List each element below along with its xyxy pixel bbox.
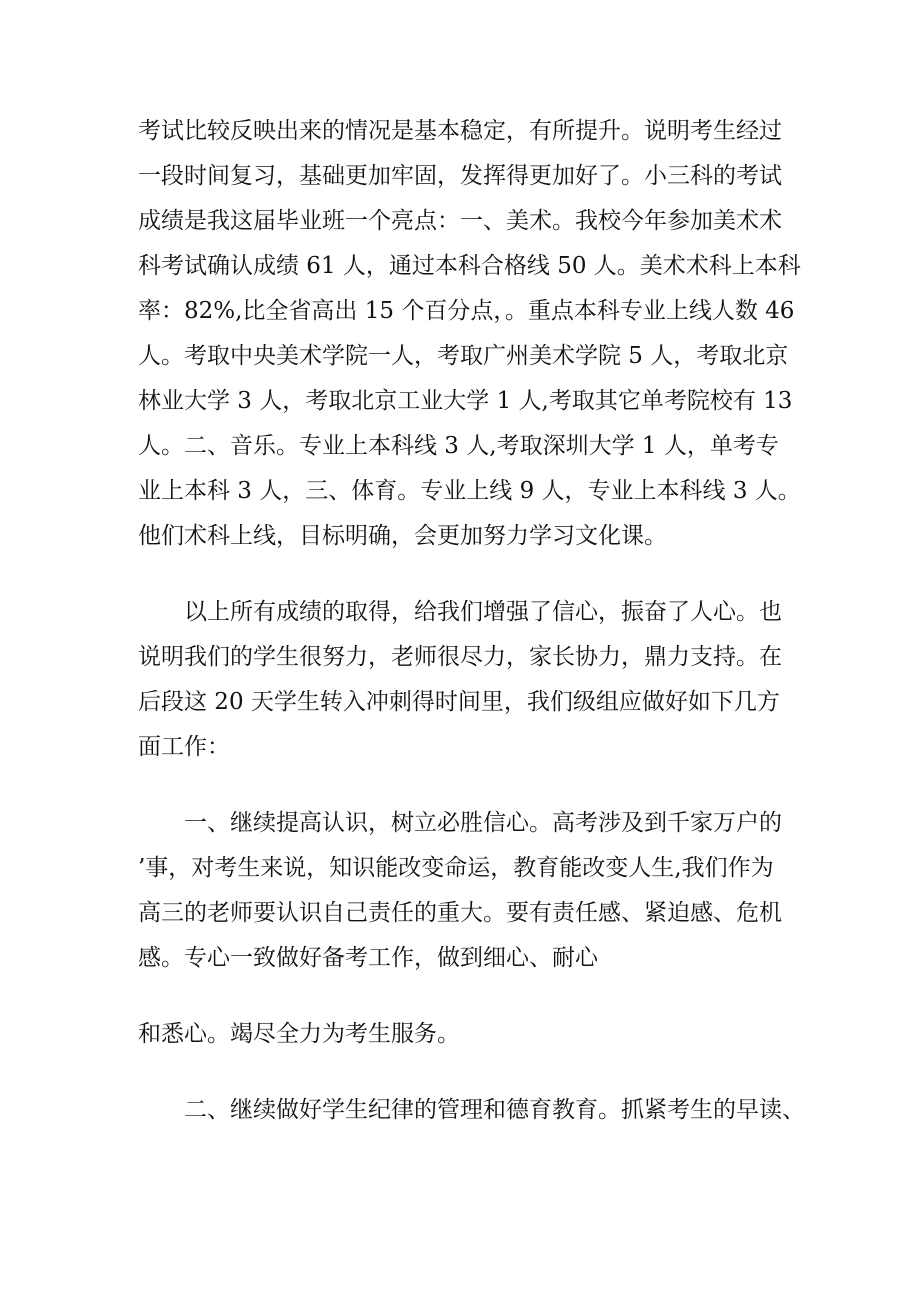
paragraph-2-line-4: 面工作： (138, 734, 230, 760)
paragraph-1-line-3: 成绩是我这届毕业班一个亮点：一、美术。我校今年参加美术术 (138, 208, 782, 234)
paragraph-3-line-4: 感。专心一致做好备考工作，做到细心、耐心 (138, 945, 598, 971)
paragraph-1-line-5: 率：82%,比全省高出 15 个百分点，。重点本科专业上线人数 46 (138, 298, 795, 324)
paragraph-4-line-1: 和悉心。竭尽全力为考生服务。 (138, 1021, 460, 1047)
paragraph-1-line-2: 一段时间复习，基础更加牢固，发挥得更加好了。小三科的考试 (138, 163, 782, 189)
paragraph-1-line-7: 林业大学 3 人，考取北京工业大学 1 人,考取其它单考院校有 13 (138, 388, 793, 414)
paragraph-1-line-1: 考试比较反映出来的情况是基本稳定，有所提升。说明考生经过 (138, 118, 782, 144)
paragraph-1-line-6: 人。考取中央美术学院一人，考取广州美术学院 5 人，考取北京 (138, 343, 789, 369)
paragraph-2-line-3: 后段这 20 天学生转入冲刺得时间里，我们级组应做好如下几方 (138, 689, 780, 715)
paragraph-1-line-4: 科考试确认成绩 61 人，通过本科合格线 50 人。美术术科上本科 (138, 253, 801, 279)
paragraph-1-line-8: 人。二、音乐。专业上本科线 3 人,考取深圳大学 1 人，单考专 (138, 433, 779, 459)
paragraph-2-line-1: 以上所有成绩的取得，给我们增强了信心，振奋了人心。也 (184, 599, 782, 625)
paragraph-1-line-9: 业上本科 3 人，三、体育。专业上线 9 人，专业上本科线 3 人。 (138, 478, 801, 504)
paragraph-2-line-2: 说明我们的学生很努力，老师很尽力，家长协力，鼎力支持。在 (138, 644, 782, 670)
paragraph-3-line-1: 一、继续提高认识，树立必胜信心。高考涉及到千家万户的 (184, 810, 782, 836)
paragraph-1-line-10: 他们术科上线，目标明确，会更加努力学习文化课。 (138, 523, 667, 549)
paragraph-3-line-2: ’事，对考生来说，知识能改变命运，教育能改变人生,我们作为 (138, 855, 774, 881)
paragraph-5-line-1: 二、继续做好学生纪律的管理和德育教育。抓紧考生的早读、 (184, 1097, 805, 1123)
paragraph-3-line-3: 高三的老师要认识自己责任的重大。要有责任感、紧迫感、危机 (138, 900, 782, 926)
